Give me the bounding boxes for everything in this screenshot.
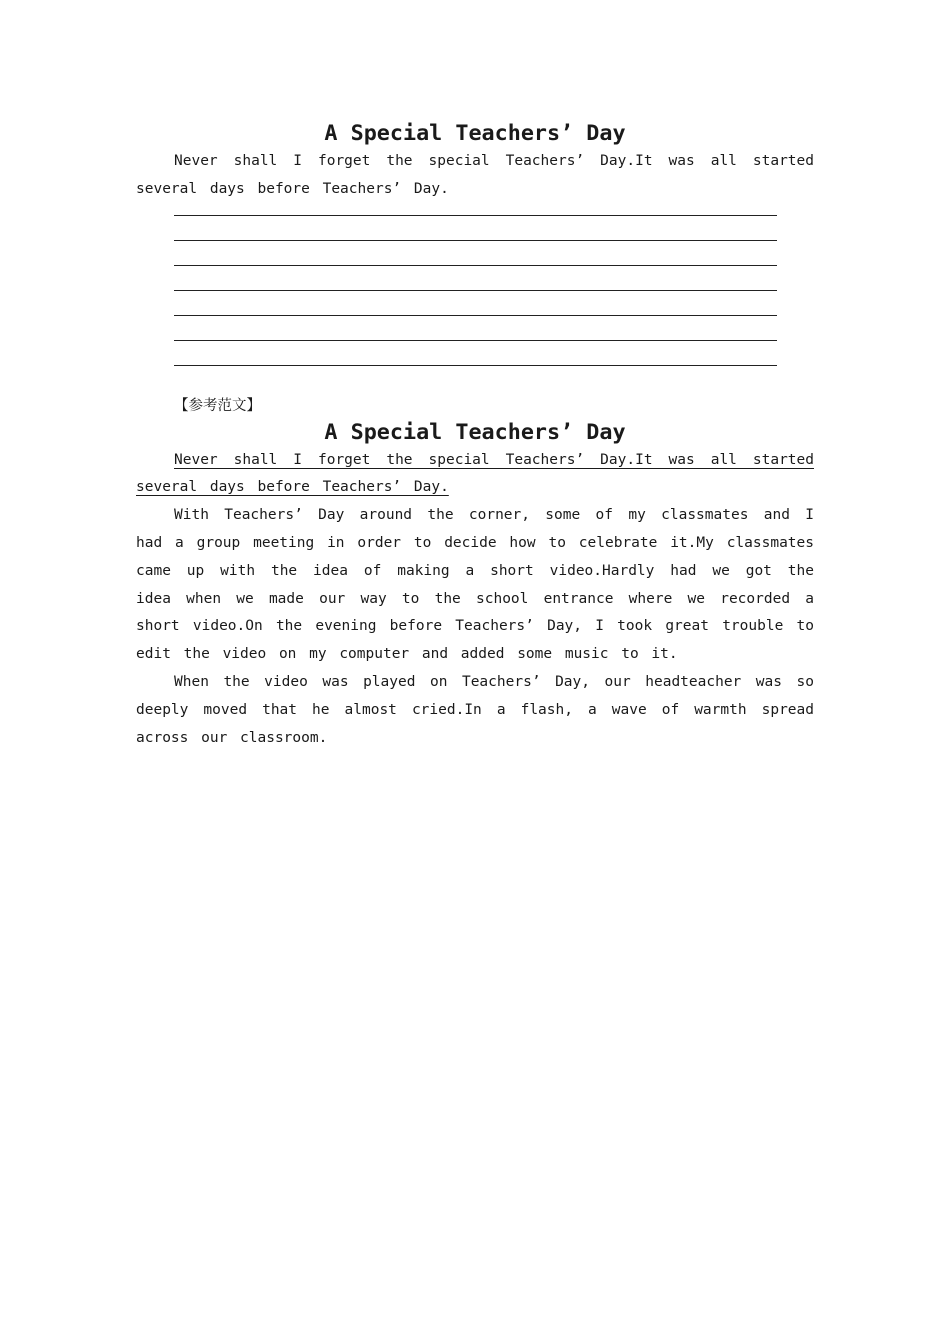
underlined-opening: Never shall I forget the special Teachers’ Day.It was all started several days before Teachers’ Day. — [136, 451, 814, 496]
reference-paragraph-2: When the video was played on Teachers’ Day, our headteacher was so deeply moved that he almost cried.In a flash, a wave of warmth spread across our classroom. — [136, 673, 814, 746]
prompt-title: A Special Teachers’ Day — [324, 121, 626, 146]
writing-line — [174, 365, 777, 366]
reference-opening-sentence — [136, 447, 814, 503]
reference-title: A Special Teachers’ Day — [324, 419, 626, 445]
writing-line — [174, 340, 777, 341]
writing-line — [174, 240, 777, 241]
writing-line — [174, 265, 777, 266]
writing-line — [174, 315, 777, 316]
document-page — [136, 120, 814, 752]
writing-line — [174, 290, 777, 291]
reference-essay-heading: 【参考范文】 — [174, 397, 261, 414]
reference-paragraph-1: With Teachers’ Day around the corner, some of my classmates and I had a group meeting in order to decide how to celebrate it.My classmates came up with the idea of making a short video.Hardly had we got the idea when we made our way to the school entrance where we recorded a short video.On the evening before Teachers’ Day, I took great trouble to edit the video on my computer and added some music to it. — [136, 507, 814, 663]
writing-line — [174, 215, 777, 216]
prompt-opening-sentence: Never shall I forget the special Teachers’ Day.It was all started several days before Teachers’ Day. — [136, 153, 814, 197]
writing-lines — [174, 215, 777, 391]
